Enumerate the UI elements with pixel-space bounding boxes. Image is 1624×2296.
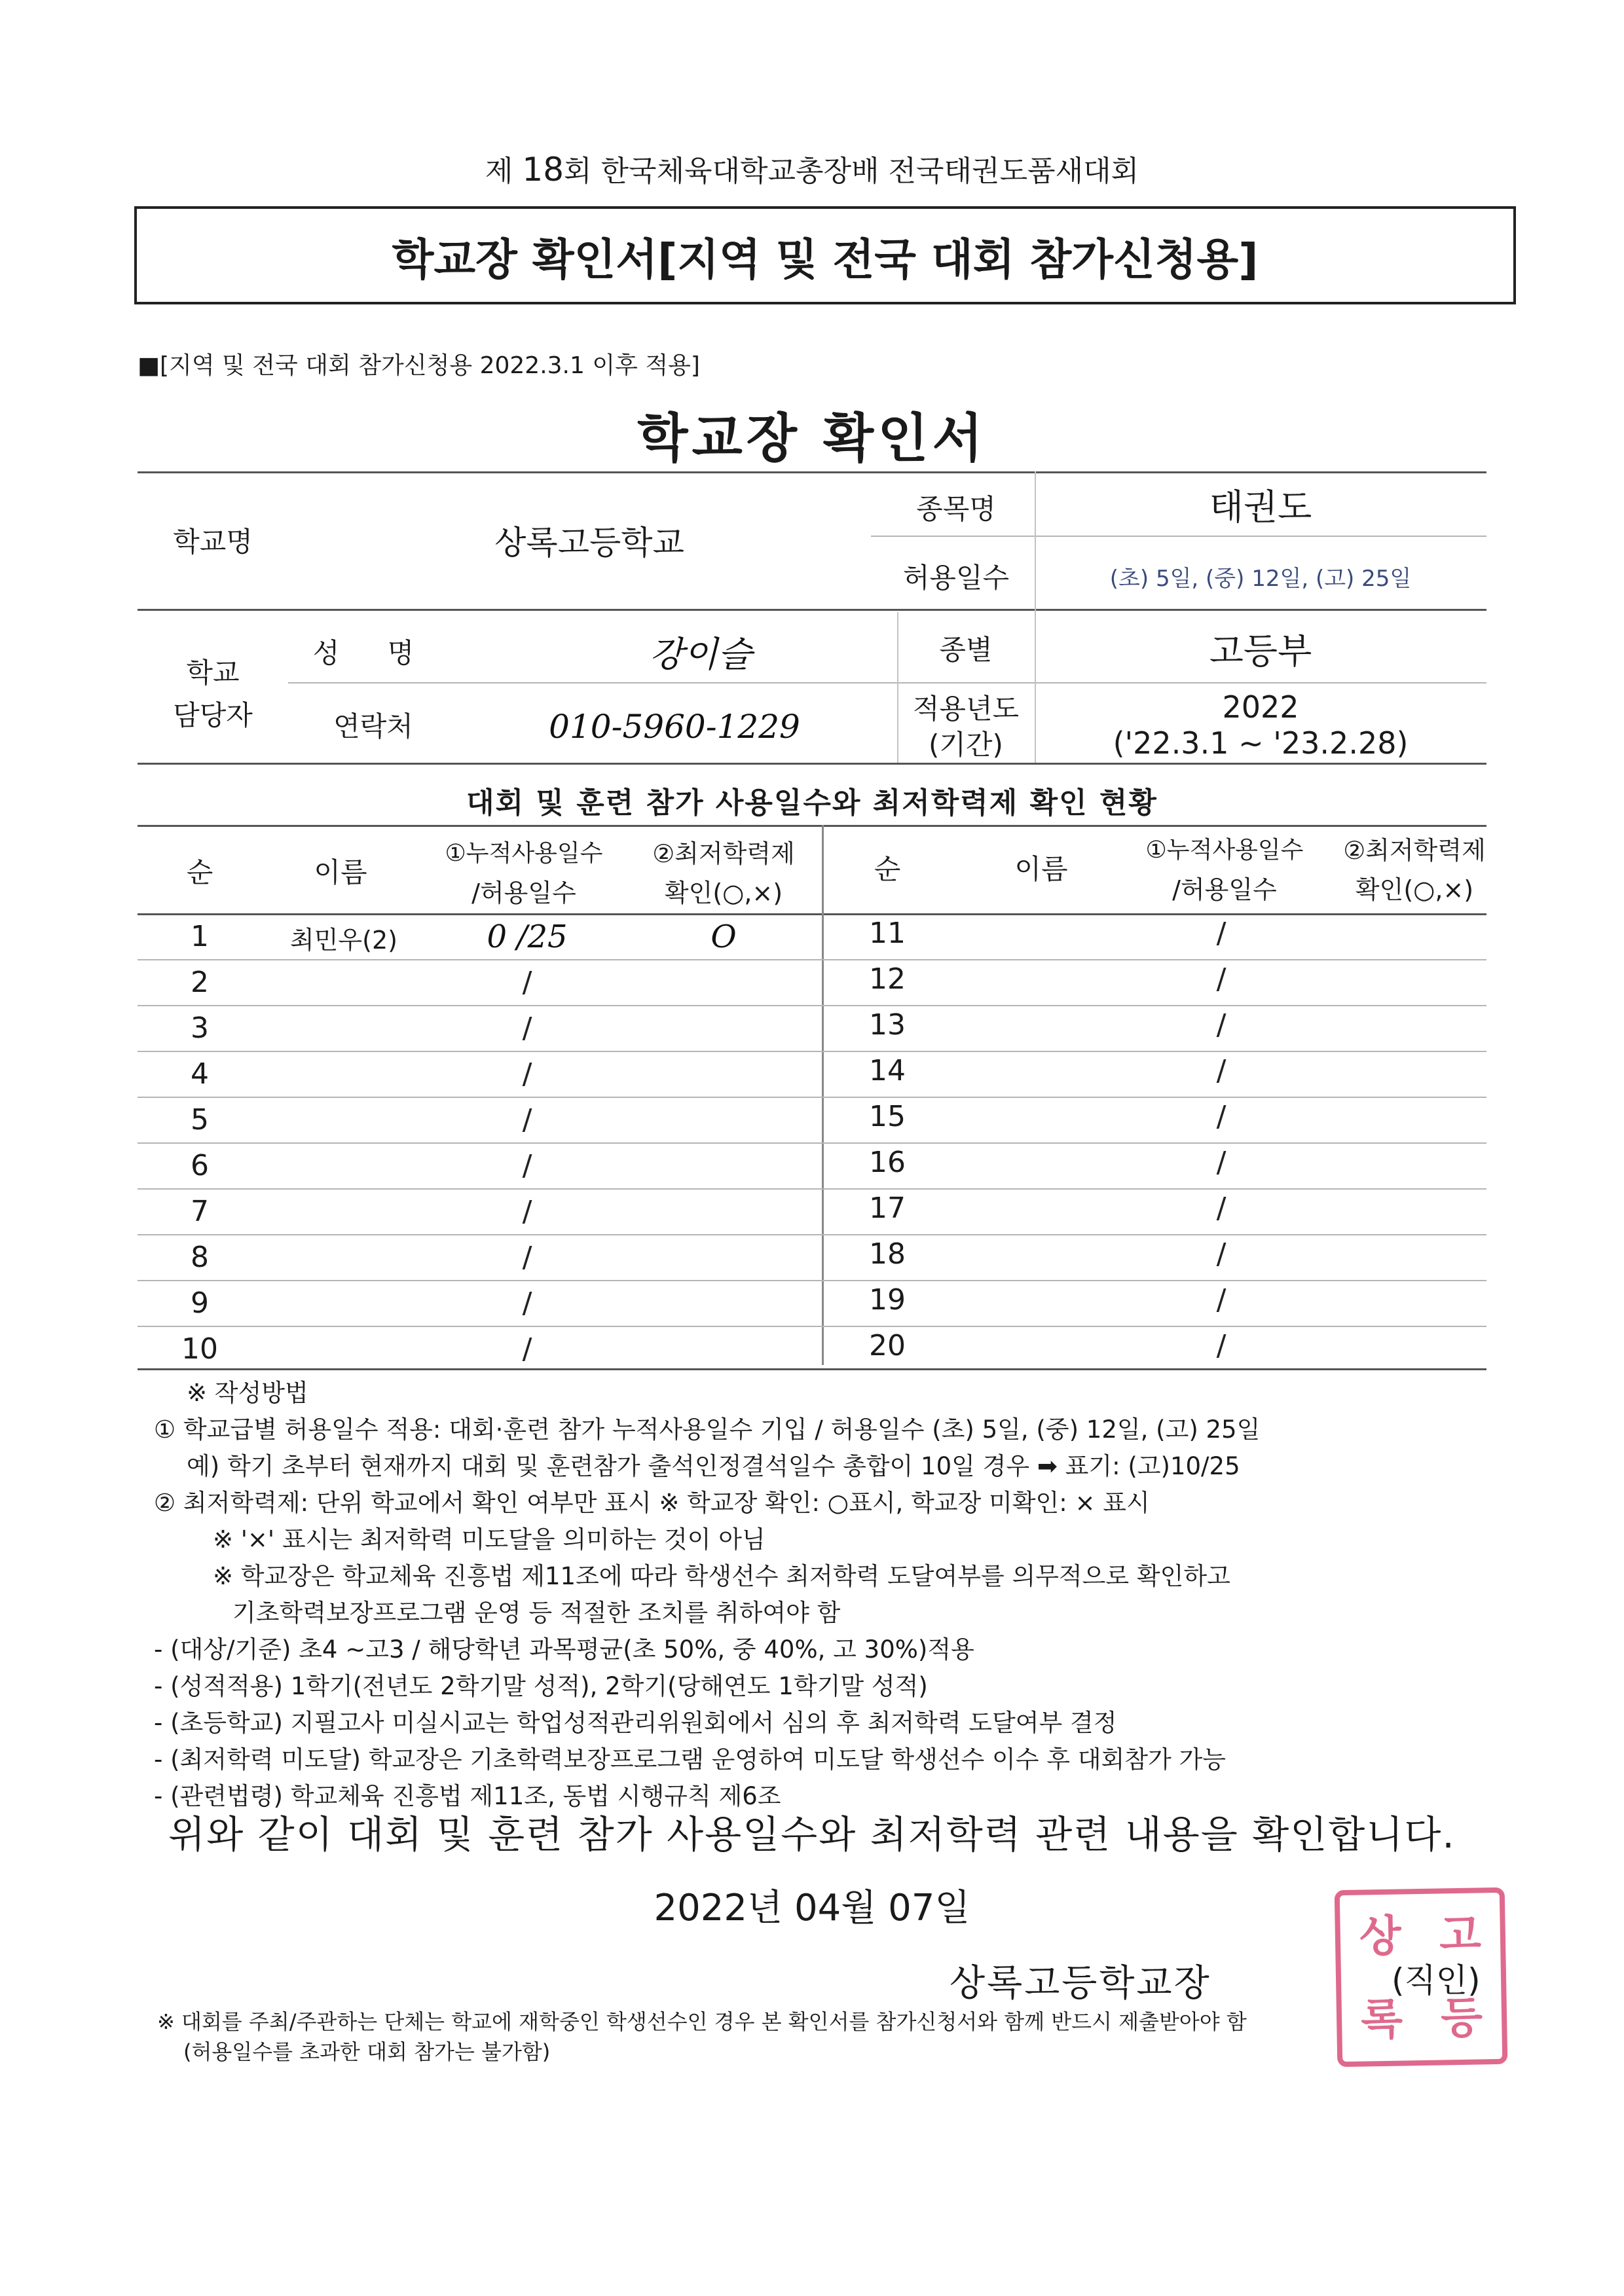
form-title: 학교장 확인서 [637, 408, 987, 469]
staff-label-line1: 학교 [186, 657, 240, 689]
principal-title: 상록고등학교장 [950, 1962, 1211, 2005]
row-5-days: / [522, 1103, 532, 1137]
sport-label: 종목명 [916, 493, 996, 525]
division-label: 종별 [939, 634, 993, 666]
col-no-right: 순 [874, 853, 901, 885]
row-1-days-handwritten: 0 /25 [487, 918, 568, 955]
row-11-days: / [1216, 917, 1227, 950]
school-value: 상록고등학교 [494, 524, 684, 562]
row-12-no: 12 [869, 962, 906, 996]
row-8-no: 8 [191, 1241, 209, 1274]
info-table-bottom-border [138, 763, 1486, 765]
allowed-days-label: 허용일수 [902, 562, 1010, 594]
usage-table-top-border [138, 825, 1486, 827]
row-line [138, 1280, 1486, 1281]
instruction-item-1-example: 예) 학기 초부터 현재까지 대회 및 훈련참가 출석인정결석일수 총합이 10일 경우 ➡ 표기: (고)10/25 [187, 1452, 1240, 1480]
col-days-left-line2: /허용일수 [471, 878, 576, 907]
row-line [138, 1142, 1486, 1144]
instruction-bullet-4: - (최저학력 미도달) 학교장은 기초학력보장프로그램 운영하여 미도달 학생선수 이수 후 대회참가 가능 [154, 1745, 1227, 1774]
row-15-days: / [1216, 1100, 1227, 1133]
instruction-item-1: ① 학교급별 허용일수 적용: 대회·훈련 참가 누적사용일수 기입 / 허용일수 (초) 5일, (중) 12일, (고) 25일 [154, 1415, 1261, 1444]
instruction-note-2-cont: 기초학력보장프로그램 운영 등 적절한 조치를 취하여야 함 [232, 1599, 841, 1627]
row-6-days: / [522, 1149, 532, 1182]
row-16-no: 16 [869, 1146, 906, 1179]
footer-note-line1: ※ 대회를 주최/주관하는 단체는 학교에 재학중인 학생선수인 경우 본 확인서를 참가신청서와 함께 반드시 제출받아야 함 [157, 2009, 1247, 2034]
footer-note-line2: (허용일수를 초과한 대회 참가는 불가함) [183, 2039, 551, 2064]
row-7-days: / [522, 1195, 532, 1228]
row-20-days: / [1216, 1329, 1227, 1362]
stamp-char: 록 [1360, 1994, 1403, 2045]
row-14-no: 14 [869, 1054, 906, 1087]
info-table-top-border [138, 471, 1486, 473]
instruction-note-2: ※ 학교장은 학교체육 진흥법 제11조에 따라 학생선수 최저학력 도달여부를 의무적으로 확인하고 [213, 1562, 1230, 1590]
row-18-no: 18 [869, 1237, 906, 1271]
row-8-days: / [522, 1241, 532, 1274]
row-line [138, 1326, 1486, 1327]
school-label: 학교명 [173, 526, 253, 558]
instruction-item-2: ② 최저학력제: 단위 학교에서 확인 여부만 표시 ※ 학교장 확인: ○표시, 학교장 미확인: × 표시 [154, 1489, 1150, 1517]
row-20-no: 20 [869, 1329, 906, 1362]
staff-name-handwritten: 강이슬 [649, 633, 752, 675]
staff-label-line2: 담당자 [173, 699, 253, 731]
col-days-right-line1: ①누적사용일수 [1145, 836, 1304, 864]
col-no-left: 순 [186, 856, 213, 888]
footer-note [157, 2007, 1532, 2067]
row-13-no: 13 [869, 1008, 906, 1042]
col-min-right-line2: 확인(○,×) [1355, 875, 1474, 904]
row-line [138, 1188, 1486, 1190]
col-min-right-line1: ②최저학력제 [1343, 835, 1486, 865]
col-name-left: 이름 [314, 856, 367, 888]
stamp-char: 고 [1439, 1908, 1482, 1960]
staff-name-label: 성 명 [312, 637, 434, 669]
row-4-days: / [522, 1057, 532, 1091]
sport-value: 태권도 [1209, 486, 1312, 528]
instruction-bullet-2: - (성적적용) 1학기(전년도 2학기말 성적), 2학기(당해연도 1학기말 성적) [154, 1672, 928, 1700]
col-min-left-line2: 확인(○,×) [664, 878, 783, 907]
usage-table-bottom-border [138, 1368, 1486, 1370]
competition-name: 제 18회 한국체육대학교총장배 전국태권도품새대회 [485, 151, 1139, 189]
row-5-no: 5 [191, 1103, 209, 1137]
row-10-days: / [522, 1332, 532, 1366]
row-19-no: 19 [869, 1283, 906, 1317]
instruction-bullet-5: - (관련법령) 학교체육 진흥법 제11조, 동법 시행규칙 제6조 [154, 1782, 781, 1810]
row-13-days: / [1216, 1008, 1227, 1042]
row-1-name: 최민우(2) [290, 926, 397, 955]
col-name-right: 이름 [1014, 853, 1068, 885]
row-17-no: 17 [869, 1192, 906, 1225]
confirmation-statement: 위와 같이 대회 및 훈련 참가 사용일수와 최저학력 관련 내용을 확인합니다. [168, 1812, 1456, 1857]
row-1-check-handwritten: O [710, 918, 737, 955]
col-days-right-line2: /허용일수 [1172, 875, 1277, 904]
instructions [154, 1375, 1529, 1815]
row-7-no: 7 [191, 1195, 209, 1228]
division-value: 고등부 [1209, 630, 1312, 672]
staff-contact-handwritten: 010-5960-1229 [549, 708, 800, 746]
year-label-line2: (기간) [929, 729, 1003, 761]
row-9-no: 9 [191, 1286, 209, 1320]
row-12-days: / [1216, 962, 1227, 996]
row-10-no: 10 [181, 1332, 218, 1366]
row-3-no: 3 [191, 1011, 209, 1045]
row-1-no: 1 [191, 920, 209, 953]
instruction-bullet-1: - (대상/기준) 초4 ~고3 / 해당학년 과목평균(초 50%, 중 40%, 고 30%)적용 [154, 1635, 974, 1664]
row-19-days: / [1216, 1283, 1227, 1317]
row-2-no: 2 [191, 966, 209, 999]
row-16-days: / [1216, 1146, 1227, 1179]
row-line [138, 1051, 1486, 1052]
row-15-no: 15 [869, 1100, 906, 1133]
col-min-left-line1: ②최저학력제 [652, 839, 795, 868]
row-17-days: / [1216, 1192, 1227, 1225]
apply-note: ■[지역 및 전국 대회 참가신청용 2022.3.1 이후 적용] [138, 352, 700, 379]
seal-mark: (직인) [1392, 1961, 1481, 1999]
usage-table-center-divider [822, 825, 824, 1365]
document-title-box [134, 206, 1516, 304]
row-9-days: / [522, 1286, 532, 1320]
row-line [138, 1005, 1486, 1006]
row-3-days: / [522, 1011, 532, 1045]
col-days-left-line1: ①누적사용일수 [445, 839, 603, 867]
row-2-days: / [522, 966, 532, 999]
row-6-no: 6 [191, 1149, 209, 1182]
year-value-line2: ('22.3.1 ~ '23.2.28) [1113, 725, 1409, 761]
instruction-bullet-3: - (초등학교) 지필고사 미실시교는 학업성적관리위원회에서 심의 후 최저학력 도달여부 결정 [154, 1709, 1117, 1737]
info-table-line [288, 682, 1486, 683]
row-line [138, 1097, 1486, 1098]
allowed-days-value: (초) 5일, (중) 12일, (고) 25일 [1109, 565, 1412, 592]
instruction-note-1: ※ '×' 표시는 최저학력 미도달을 의미하는 것이 아님 [213, 1525, 766, 1554]
year-label-line1: 적용년도 [912, 693, 1020, 725]
row-14-days: / [1216, 1054, 1227, 1087]
row-11-no: 11 [869, 917, 906, 950]
row-line [138, 1234, 1486, 1235]
staff-contact-label: 연락처 [333, 710, 413, 742]
usage-table-header-border [138, 913, 1486, 915]
year-value-line1: 2022 [1222, 689, 1299, 725]
stamp-char: 등 [1440, 1992, 1483, 2043]
issue-date: 2022년 04월 07일 [654, 1887, 970, 1929]
usage-table-title: 대회 및 훈련 참가 사용일수와 최저학력제 확인 현황 [466, 786, 1158, 820]
row-18-days: / [1216, 1237, 1227, 1271]
info-table-divider [138, 609, 1486, 611]
row-4-no: 4 [191, 1057, 209, 1091]
stamp-char: 상 [1359, 1910, 1402, 1962]
instructions-heading: ※ 작성방법 [187, 1379, 308, 1407]
document-title: 학교장 확인서[지역 및 전국 대회 참가신청용] [392, 234, 1259, 285]
row-line [138, 959, 1486, 960]
